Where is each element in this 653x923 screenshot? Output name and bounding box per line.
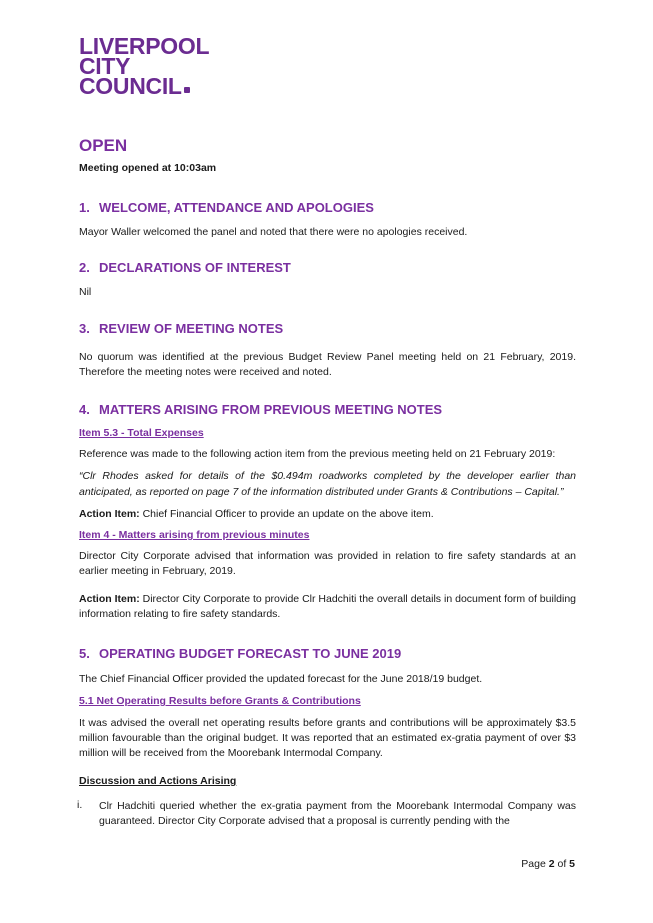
item-4-body: Director City Corporate advised that information was provided in relation to fire safety standards at an earlier meeting in February, 2019. [79, 550, 576, 577]
logo-dot-icon [184, 87, 190, 93]
section-4-heading: 4. MATTERS ARISING FROM PREVIOUS MEETING NOTES [79, 402, 443, 417]
discussion-heading: Discussion and Actions Arising [79, 775, 237, 787]
section-3-body: No quorum was identified at the previous Budget Review Panel meeting held on 21 February, 2019. Therefore the meeting notes were received and noted. [79, 351, 576, 378]
list-item-text: Clr Hadchiti queried whether the ex-gratia payment from the Moorebank Intermodal Company was guaranteed. Director City Corporate advised that a proposal is currently pending with the [99, 800, 576, 827]
list-item [79, 799, 576, 829]
section-1-heading: 1. WELCOME, ATTENDANCE AND APOLOGIES [79, 200, 374, 215]
item-5-3-quote: “Clr Rhodes asked for details of the $0.494m roadworks completed by the developer earlier than anticipated, as reported on page 7 of the information distributed under Grants & Contributions – Capital.” [79, 470, 576, 498]
item-5-3-reference: Reference was made to the following action item from the previous meeting held on 21 February 2019: [79, 448, 556, 460]
logo-line-2: CITY [79, 53, 131, 79]
section-5-heading: 5. OPERATING BUDGET FORECAST TO JUNE 2019 [79, 646, 402, 661]
section-5-body: The Chief Financial Officer provided the updated forecast for the June 2018/19 budget. [79, 673, 483, 685]
item-4-action: Action Item: Director City Corporate to provide Clr Hadchiti the overall details in document form of building information relating to fire safety standards. [79, 593, 576, 620]
item-5-3-heading: Item 5.3 - Total Expenses [79, 427, 204, 439]
minutes-content [79, 135, 576, 829]
section-3-heading: 3. REVIEW OF MEETING NOTES [79, 321, 284, 336]
section-2-heading: 2. DECLARATIONS OF INTEREST [79, 260, 291, 275]
logo-line-3: COUNCIL [79, 76, 209, 96]
item-4-heading: Item 4 - Matters arising from previous minutes [79, 529, 310, 541]
open-heading: OPEN [79, 136, 128, 155]
page-number: Page 2 of 5 [521, 858, 575, 870]
logo-line-1: LIVERPOOL [79, 33, 210, 59]
meeting-opened-time: Meeting opened at 10:03am [79, 162, 217, 174]
section-1-body: Mayor Waller welcomed the panel and noted that there were no apologies received. [79, 226, 468, 238]
list-marker: i. [77, 799, 83, 811]
item-5-3-action: Action Item: Chief Financial Officer to provide an update on the above item. [79, 508, 434, 520]
section-2-body: Nil [79, 286, 92, 298]
net-operating-results-heading: 5.1 Net Operating Results before Grants & Contributions [79, 695, 361, 707]
liverpool-city-council-logo [79, 33, 210, 99]
net-operating-results-body: It was advised the overall net operating results before grants and contributions will be approximately $3.5 million favourable than the original budget. It was reported that an estimated ex-gratia payment of over $3 million will be received from the Moorebank Intermodal Company. [79, 717, 576, 759]
